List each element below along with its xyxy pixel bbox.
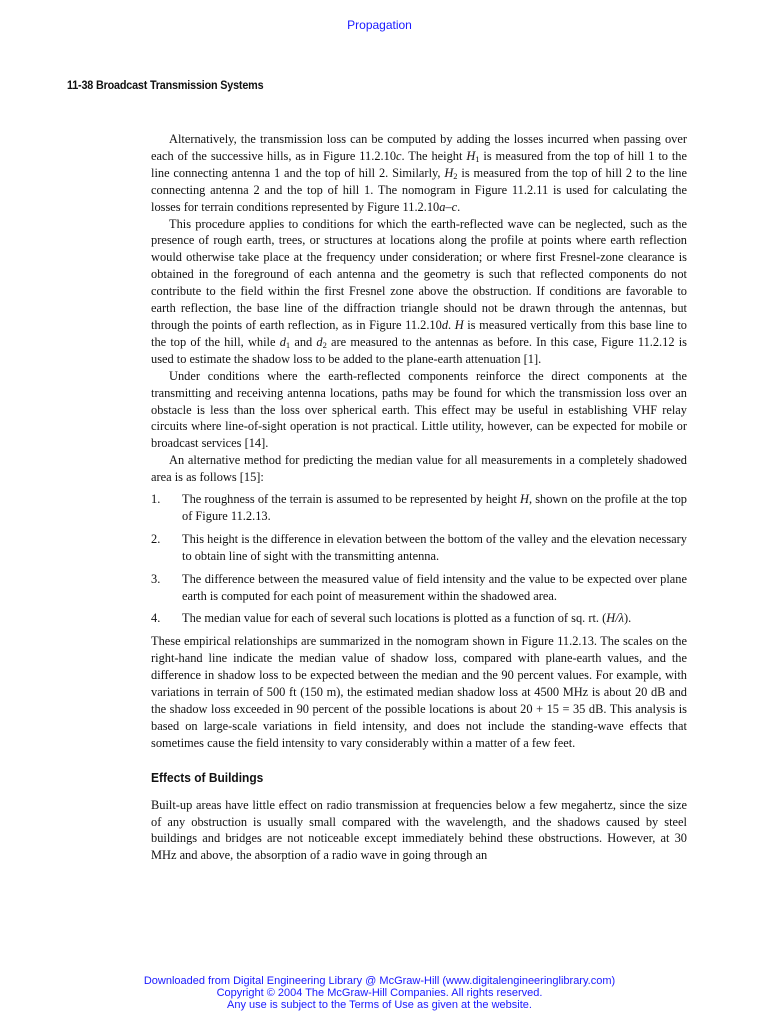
list-item: 3. The difference between the measured value of field intensity and the value to be expected over plane earth is computed for each point of measurement within the shadowed area.	[151, 571, 687, 603]
paragraph-3: Under conditions where the earth-reflected components reinforce the direct components at the transmitting and receiving antenna locations, paths may be found for which the transmission loss over an obstacle is less than the loss over spherical earth. This effect may be useful in establishing VHF relay circuits where line-of-sight operation is not practical. Little utility, however, can be expected for mobile or broadcast services [14].	[151, 368, 687, 451]
paragraph-1: Alternatively, the transmission loss can be computed by adding the losses incurred when passing over each of the successive hills, as in Figure 11.2.10c. The height $H_1$ is measured from the top of hill 1 to the line connecting antenna 1 and the top of hill 2. Similarly, $H_2$ is measured from the top of hill 2 to the line connecting antenna 2 and the top of hill 1. The nomogram in Figure 11.2.11 is used for calculating the losses for terrain conditions represented by Figure 11.2.10a–c.	[151, 132, 688, 214]
section-heading: Effects of Buildings	[151, 769, 264, 785]
paragraph-2: This procedure applies to conditions for which the earth-reflected wave can be neglected, such as the presence of rough earth, trees, or structures at locations along the profile at points where earth reflection would otherwise take place at the frequency under consideration; or where first Fresnel-zone clearance is obtained in the foreground of each antenna and the geometry is such that reflected components do not contribute to the field within the first Fresnel zone above the obstruction. If conditions are favorable to earth reflection, the base line of the diffraction triangle should not be drawn through the antennas, but through the points of earth reflection, as in Figure 11.2.10d. H is measured vertically from this base line to the top of the hill, while $d_1$ and $d_2$ are measured to the antennas as before. In this case, Figure 11.2.12 is used to estimate the shadow loss to be added to the plane-earth attenuation [1].	[151, 216, 687, 366]
footer	[0, 975, 759, 1011]
paragraph-5: These empirical relationships are summarized in the nomogram shown in Figure 11.2.13. The scales on the right-hand line indicate the median value of shadow loss, compared with plane-earth values, and the difference in shadow loss to be expected between the median and the 90 percent values. For example, with variations in terrain of 500 ft (150 m), the estimated median shadow loss at 4500 MHz is about 20 dB and the shadow loss exceeded in 90 percent of the possible locations is about 20 + 15 = 35 dB. This analysis is based on large-scale variations in field intensity, and does not include the standing-wave effects that sometimes cause the field intensity to vary considerably within a matter of a few feet.	[151, 634, 687, 750]
footer-copyright: Copyright © 2004 The McGraw-Hill Companies. All rights reserved.	[216, 987, 543, 999]
page-body	[151, 131, 687, 864]
footer-terms-link[interactable]: Any use is subject to the Terms of Use as given at the website.	[227, 999, 532, 1011]
list-item: 4. The median value for each of several such locations is plotted as a function of sq. rt. (H/λ).	[151, 611, 632, 626]
footer-download-link[interactable]: Downloaded from Digital Engineering Library @ McGraw-Hill (www.digitalengineeringlibrary.com)	[143, 975, 616, 987]
list-item: 2. This height is the difference in elevation between the bottom of the valley and the elevation necessary to obtain line of sight with the transmitting antenna.	[151, 531, 687, 563]
list-item: 1. The roughness of the terrain is assumed to be represented by height H, shown on the profile at the top of Figure 11.2.13.	[151, 492, 687, 523]
method-steps-list	[151, 491, 687, 627]
paragraph-6: Built-up areas have little effect on radio transmission at frequencies below a few megahertz, since the size of any obstruction is usually small compared with the wavelength, and the shadows caused by steel buildings and bridges are not noticeable except immediately behind these obstructions. However, at 30 MHz and above, the absorption of a radio wave in going through an	[151, 797, 687, 863]
propagation-link[interactable]: Propagation	[347, 18, 412, 32]
running-head: 11-38 Broadcast Transmission Systems	[67, 78, 264, 92]
paragraph-4: An alternative method for predicting the median value for all measurements in a completely shadowed area is as follows [15]:	[151, 453, 687, 485]
